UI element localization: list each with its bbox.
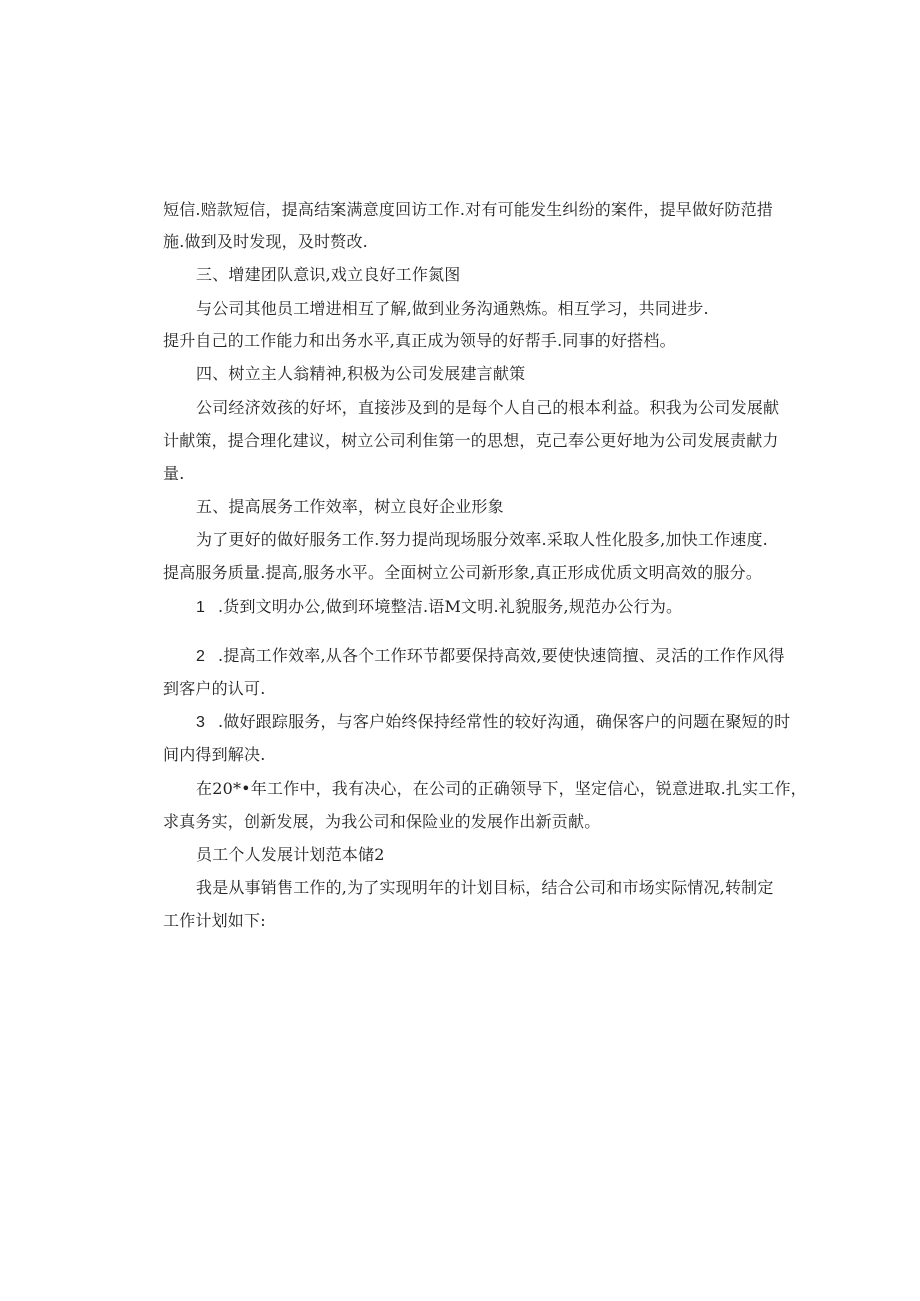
paragraph-line: 提升自己的工作能力和出务水平,真正成为领导的好帮手.同事的好搭档。	[163, 331, 676, 350]
paragraph-line: 短信.赔款短信，提高结案满意度回访工作.对有可能发生纠纷的案件，提早做好防范措	[163, 200, 773, 219]
section-heading-5: 五、提高展务工作效率，树立良好企业形象	[196, 497, 504, 516]
list-text: .做好跟踪服务，与客户始终保持经常性的较好沟通，确保客户的问题在聚短的时	[218, 712, 791, 731]
paragraph-line: 在20*•年工作中，我有决心，在公司的正确领导下，坚定信心，锐意进取.扎实工作，	[196, 779, 807, 798]
paragraph-line: 我是从事销售工作的,为了实现明年的计划目标，结合公司和市场实际情况,转制定	[196, 878, 774, 897]
paragraph-line: 公司经济效孩的好坏，直接涉及到的是每个人自己的根本利益。积我为公司发展献	[196, 398, 780, 417]
paragraph-line: 量.	[163, 464, 185, 483]
section-heading-3: 三、增建团队意识,戏立良好工作氮图	[196, 265, 461, 284]
list-item-2	[196, 646, 785, 667]
subtitle-heading: 员工个人发展计划范本储2	[196, 845, 385, 864]
paragraph-line: 到客户的认可.	[163, 679, 266, 698]
list-number: 2	[196, 648, 206, 665]
section-heading-4: 四、树立主人翁精神,积极为公司发展建言献策	[196, 364, 526, 383]
paragraph-line: 求真务实，创新发展，为我公司和保险业的发展作出新贡献。	[163, 812, 601, 831]
list-text: .货到文明办公,做到环境整洁.语M文明.礼貌服务,规范办公行为。	[218, 597, 683, 616]
paragraph-line: 施.做到及时发现，及时赘改.	[163, 232, 368, 251]
list-item-3	[196, 712, 790, 733]
paragraph-line: 计献策，提合理化建议，树立公司利隹第一的思想，克己奉公更好地为公司发展责献力	[163, 431, 779, 450]
paragraph-line: 工作计划如下:	[163, 911, 266, 930]
list-text: .提高工作效率,从各个工作环节都要保持高效,要使快速筒擅、灵活的工作作风得	[218, 646, 785, 665]
list-number: 3	[196, 714, 206, 731]
paragraph-line: 与公司其他员工增进相互了解,做到业务沟通熟炼。相互学习，共同进步.	[196, 299, 709, 318]
paragraph-line: 为了更好的做好服务工作.努力提尚现场服分效率.采取人性化股多,加快工作速度.	[196, 530, 768, 549]
list-item-1	[196, 597, 682, 618]
list-number: 1	[196, 599, 206, 616]
paragraph-line: 间内得到解决.	[163, 745, 266, 764]
paragraph-line: 提高服务质量.提高,服务水平。全面树立公司新形象,真正形成优质文明高效的服分。	[163, 563, 763, 582]
